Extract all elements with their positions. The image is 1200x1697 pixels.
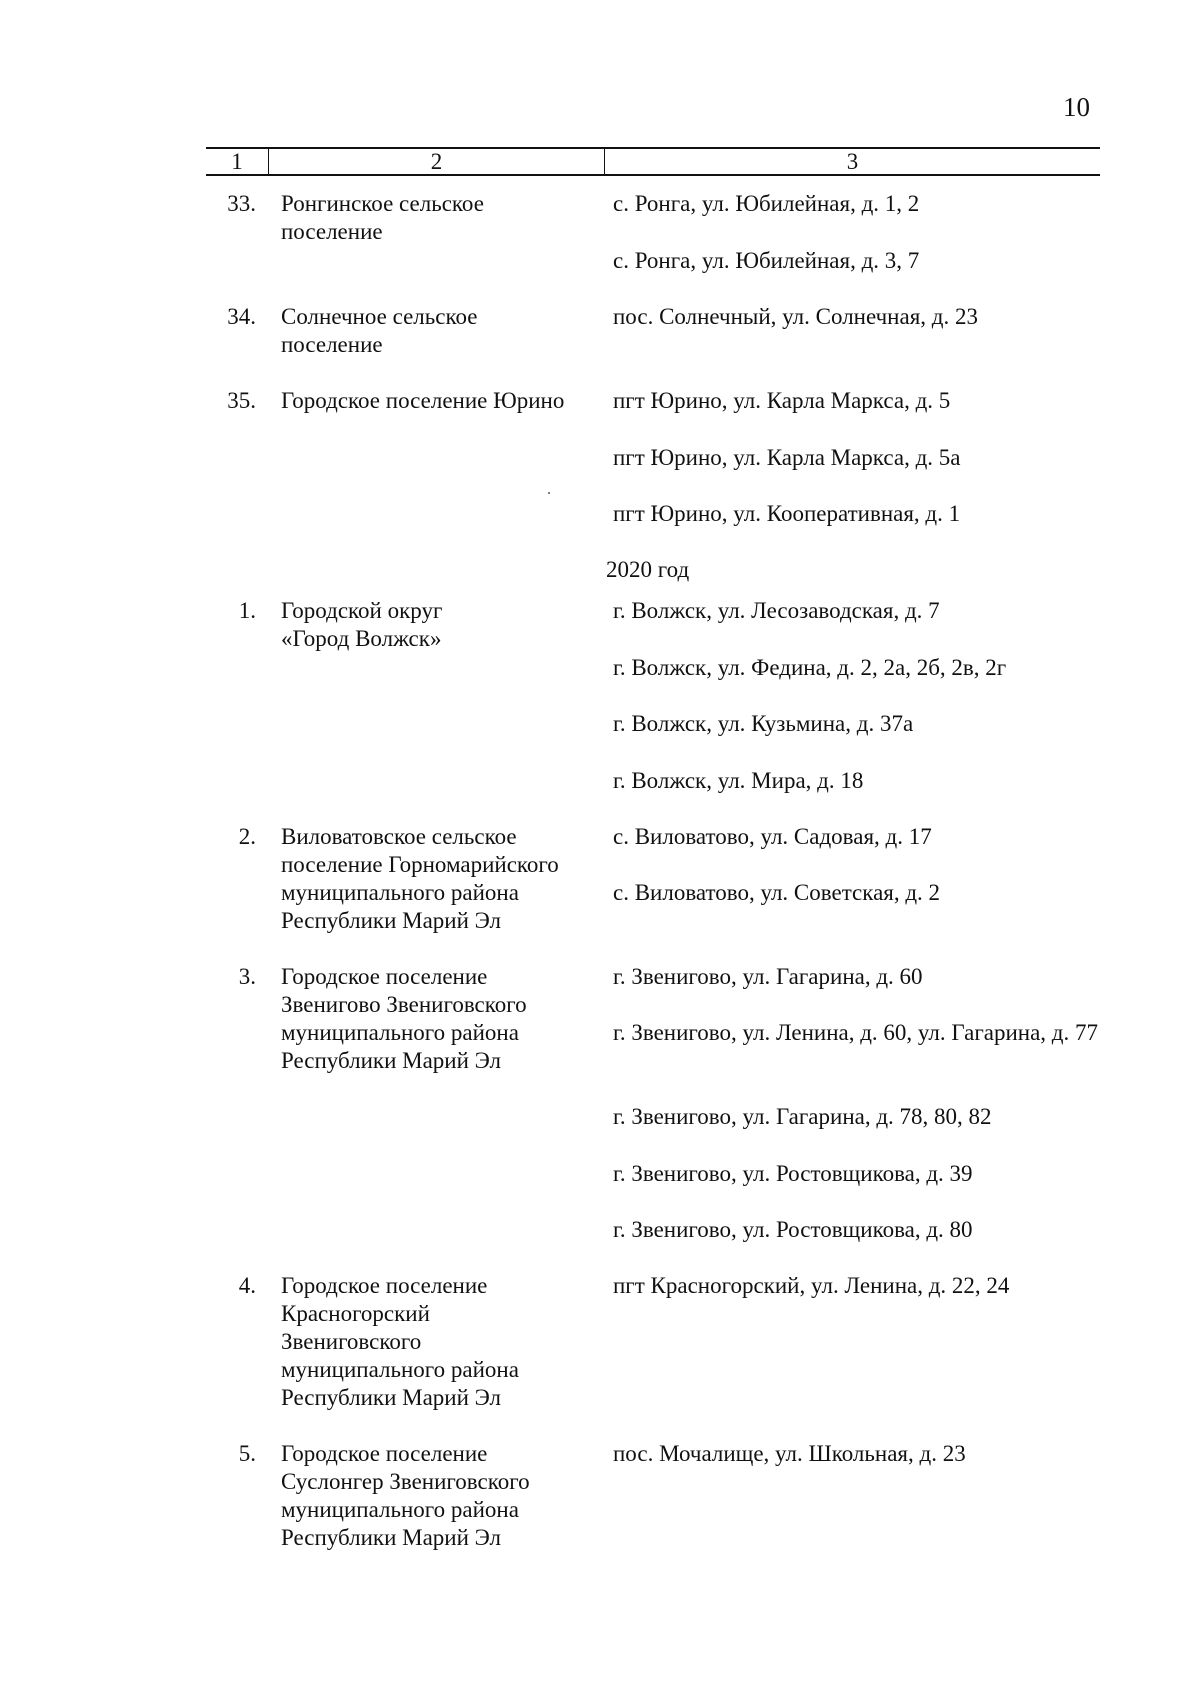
settlement-name-line: Республики Марий Эл xyxy=(281,908,502,933)
address: с. Ронга, ул. Юбилейная, д. 1, 2 xyxy=(613,191,920,216)
settlement-name: Солнечное сельское поселение xyxy=(281,304,478,357)
header-col-3: 3 xyxy=(846,149,859,174)
settlement-name-line: Республики Марий Эл xyxy=(281,1385,502,1410)
table-header-row xyxy=(206,147,1100,176)
settlement-name-line: Звениговского xyxy=(281,1329,422,1354)
address: г. Звенигово, ул. Ростовщикова, д. 39 xyxy=(613,1161,973,1186)
address: г. Волжск, ул. Кузьмина, д. 37а xyxy=(613,711,914,736)
row-number: 35. xyxy=(227,388,256,413)
address: г. Волжск, ул. Мира, д. 18 xyxy=(613,768,864,793)
settlement-name-line: Республики Марий Эл xyxy=(281,1525,502,1550)
address: с. Ронга, ул. Юбилейная, д. 3, 7 xyxy=(613,248,920,273)
address: пгт Красногорский, ул. Ленина, д. 22, 24 xyxy=(613,1273,1010,1298)
row-number: 33. xyxy=(227,191,256,216)
address: г. Звенигово, ул. Ленина, д. 60, ул. Гагарина, д. 77 xyxy=(613,1020,1098,1045)
settlement-name-line: Красногорский xyxy=(281,1301,430,1326)
header-col-2: 2 xyxy=(269,149,605,174)
row-number: 4. xyxy=(238,1273,256,1298)
settlement-name: Городское поселение Юрино xyxy=(281,388,565,413)
settlement-name-line: Звенигово Звениговского xyxy=(281,992,527,1017)
settlement-name-line: Республики Марий Эл xyxy=(281,1048,502,1073)
settlement-name-line: муниципального района xyxy=(281,1357,519,1382)
settlement-name-line: муниципального района xyxy=(281,1497,519,1522)
row-number: 3. xyxy=(238,964,256,989)
address: г. Волжск, ул. Федина, д. 2, 2а, 2б, 2в, 2г xyxy=(613,655,1007,680)
row-number: 5. xyxy=(238,1441,256,1466)
settlement-name-line: Суслонгер Звениговского xyxy=(281,1469,530,1494)
settlement-name-line: поселение Горномарийского xyxy=(281,852,559,877)
header-col-1: 1 xyxy=(206,149,269,174)
settlement-name-line: Городское поселение xyxy=(281,1273,488,1298)
address: пос. Мочалище, ул. Школьная, д. 23 xyxy=(613,1441,966,1466)
address: г. Звенигово, ул. Ростовщикова, д. 80 xyxy=(613,1217,973,1242)
address: пос. Солнечный, ул. Солнечная, д. 23 xyxy=(613,304,978,329)
settlement-name-line: Городское поселение xyxy=(281,964,488,989)
settlement-name: Ронгинское сельское поселение xyxy=(281,191,484,244)
settlement-name-line: Городское поселение xyxy=(281,1441,488,1466)
settlement-name-line: «Город Волжск» xyxy=(281,626,442,651)
settlement-name-line: муниципального района xyxy=(281,880,519,905)
page-number: 10 xyxy=(1063,92,1090,122)
settlement-name-line: Виловатовское сельское xyxy=(281,824,517,849)
row-number: 34. xyxy=(227,304,256,329)
settlement-name-line: муниципального района xyxy=(281,1020,519,1045)
address: г. Звенигово, ул. Гагарина, д. 78, 80, 82 xyxy=(613,1104,992,1129)
year-heading: 2020 год xyxy=(606,557,690,582)
scan-speck xyxy=(548,492,550,494)
row-number: 2. xyxy=(238,824,256,849)
settlement-name-line: Городской округ xyxy=(281,598,443,623)
address: с. Виловатово, ул. Садовая, д. 17 xyxy=(613,824,932,849)
address: пгт Юрино, ул. Карла Маркса, д. 5 xyxy=(613,388,951,413)
address: г. Звенигово, ул. Гагарина, д. 60 xyxy=(613,964,923,989)
address: пгт Юрино, ул. Кооперативная, д. 1 xyxy=(613,501,961,526)
address: пгт Юрино, ул. Карла Маркса, д. 5а xyxy=(613,445,961,470)
address: г. Волжск, ул. Лесозаводская, д. 7 xyxy=(613,598,940,623)
row-number: 1. xyxy=(238,598,256,623)
address: с. Виловатово, ул. Советская, д. 2 xyxy=(613,880,941,905)
